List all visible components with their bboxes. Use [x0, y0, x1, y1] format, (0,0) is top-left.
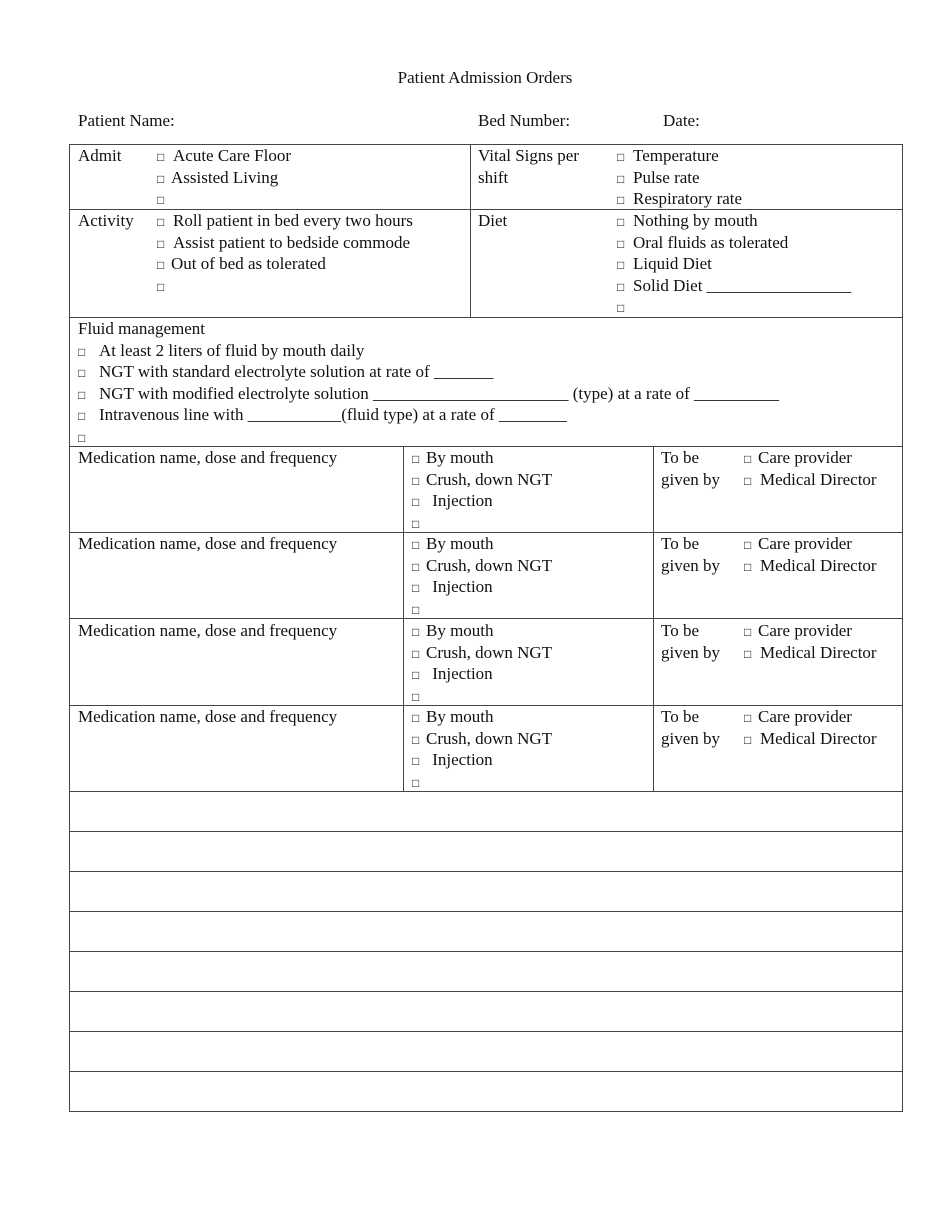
checkbox-icon[interactable]: □	[617, 171, 625, 186]
diet-options	[617, 210, 851, 318]
date-label: Date:	[663, 111, 700, 130]
checkbox-icon[interactable]: □	[617, 279, 625, 294]
route-option-other[interactable]	[412, 598, 552, 620]
fluid-option-ngt-standard[interactable]: □ NGT with standard electrolyte solution at rate of _______	[78, 361, 779, 383]
route-option-by-mouth[interactable]: □ By mouth	[412, 533, 552, 555]
medication-row	[69, 446, 903, 533]
admit-options	[157, 145, 291, 210]
vitals-option-pulse-rate[interactable]: □ Pulse rate	[617, 167, 742, 189]
provider-option-care-provider[interactable]: □ Care provider	[744, 706, 877, 728]
checkbox-icon[interactable]: □	[78, 387, 86, 402]
checkbox-icon[interactable]: □	[412, 559, 420, 574]
checkbox-icon[interactable]: □	[412, 646, 420, 661]
diet-option-oral-fluids[interactable]: □ Oral fluids as tolerated	[617, 232, 851, 254]
patient-name-label: Patient Name:	[78, 111, 175, 130]
route-option-crush-ngt[interactable]: □ Crush, down NGT	[412, 642, 552, 664]
route-option-by-mouth[interactable]: □ By mouth	[412, 706, 552, 728]
provider-option-medical-director[interactable]: □ Medical Director	[744, 555, 877, 577]
checkbox-icon[interactable]: □	[412, 452, 420, 466]
checkbox-icon[interactable]: □	[412, 775, 420, 790]
blank-line-row[interactable]	[69, 1071, 903, 1112]
route-option-by-mouth[interactable]: □ By mouth	[412, 447, 552, 469]
blank-line-row[interactable]	[69, 871, 903, 912]
medication-routes	[412, 533, 552, 619]
route-option-other[interactable]	[412, 685, 552, 707]
given-by-label: To be given by	[661, 448, 721, 489]
blank-line-row[interactable]	[69, 831, 903, 872]
blank-line-row[interactable]	[69, 791, 903, 832]
checkbox-icon[interactable]: □	[78, 344, 86, 359]
checkbox-icon[interactable]: □	[412, 732, 420, 747]
vitals-label: Vital Signs per shift	[478, 146, 579, 187]
checkbox-icon[interactable]: □	[412, 602, 420, 617]
checkbox-icon[interactable]: □	[744, 452, 752, 466]
diet-option-other[interactable]	[617, 296, 851, 318]
route-option-injection[interactable]: □ Injection	[412, 749, 552, 771]
route-option-injection[interactable]: □ Injection	[412, 663, 552, 685]
medication-routes	[412, 620, 552, 706]
provider-option-medical-director[interactable]: □ Medical Director	[744, 642, 877, 664]
activity-option-roll-patient[interactable]: □ Roll patient in bed every two hours	[157, 210, 413, 232]
checkbox-icon[interactable]: □	[412, 581, 420, 595]
given-by-options	[744, 620, 877, 663]
provider-option-care-provider[interactable]: □ Care provider	[744, 533, 877, 555]
bed-number-label: Bed Number:	[478, 111, 571, 130]
checkbox-icon[interactable]: □	[78, 430, 86, 445]
medication-row	[69, 705, 903, 792]
activity-option-bedside-commode[interactable]: □ Assist patient to bedside commode	[157, 232, 413, 254]
checkbox-icon[interactable]: □	[744, 625, 752, 639]
medication-row	[69, 619, 903, 706]
medication-routes	[412, 447, 552, 533]
route-option-other[interactable]	[412, 771, 552, 793]
route-option-injection[interactable]: □ Injection	[412, 490, 552, 512]
route-option-crush-ngt[interactable]: □ Crush, down NGT	[412, 469, 552, 491]
vitals-option-temperature[interactable]: □ Temperature	[617, 145, 742, 167]
activity-label: Activity	[78, 211, 134, 230]
checkbox-icon[interactable]: □	[412, 689, 420, 704]
route-option-crush-ngt[interactable]: □ Crush, down NGT	[412, 728, 552, 750]
fluid-option-other[interactable]	[78, 426, 779, 448]
fluid-option-oral[interactable]: □ At least 2 liters of fluid by mouth daily	[78, 340, 779, 362]
diet-option-nothing-by-mouth[interactable]: □ Nothing by mouth	[617, 210, 851, 232]
medication-row	[69, 532, 903, 619]
activity-options	[157, 210, 413, 296]
admit-label: Admit	[78, 146, 122, 165]
checkbox-icon[interactable]: □	[157, 193, 165, 207]
admit-option-other[interactable]	[157, 188, 291, 210]
provider-option-care-provider[interactable]: □ Care provider	[744, 620, 877, 642]
checkbox-icon[interactable]: □	[412, 516, 420, 531]
provider-option-medical-director[interactable]: □ Medical Director	[744, 469, 877, 491]
checkbox-icon[interactable]: □	[157, 258, 165, 272]
vitals-options	[617, 145, 742, 210]
checkbox-icon[interactable]: □	[617, 193, 625, 207]
checkbox-icon[interactable]: □	[157, 279, 165, 294]
checkbox-icon[interactable]: □	[78, 409, 86, 423]
checkbox-icon[interactable]: □	[617, 301, 625, 315]
checkbox-icon[interactable]: □	[412, 495, 420, 509]
checkbox-icon[interactable]: □	[744, 646, 752, 661]
medication-name-label: Medication name, dose and frequency	[78, 448, 338, 467]
checkbox-icon[interactable]: □	[617, 150, 625, 164]
checkbox-icon[interactable]: □	[157, 215, 165, 229]
medication-routes	[412, 706, 552, 792]
medication-name-label: Medication name, dose and frequency	[78, 621, 338, 640]
route-option-by-mouth[interactable]: □ By mouth	[412, 620, 552, 642]
checkbox-icon[interactable]: □	[78, 366, 86, 380]
route-option-other[interactable]	[412, 512, 552, 534]
checkbox-icon[interactable]: □	[617, 236, 625, 251]
medication-name-label: Medication name, dose and frequency	[78, 707, 338, 726]
given-by-options	[744, 447, 877, 490]
blank-line-row[interactable]	[69, 991, 903, 1032]
checkbox-icon[interactable]: □	[617, 258, 625, 272]
route-option-crush-ngt[interactable]: □ Crush, down NGT	[412, 555, 552, 577]
given-by-label: To be given by	[661, 621, 721, 662]
checkbox-icon[interactable]: □	[744, 711, 752, 725]
checkbox-icon[interactable]: □	[412, 625, 420, 639]
checkbox-icon[interactable]: □	[157, 171, 165, 186]
given-by-label: To be given by	[661, 534, 721, 575]
diet-option-liquid-diet[interactable]: □ Liquid Diet	[617, 253, 851, 275]
route-option-injection[interactable]: □ Injection	[412, 576, 552, 598]
diet-option-solid-diet[interactable]: □ Solid Diet _________________	[617, 275, 851, 297]
provider-option-medical-director[interactable]: □ Medical Director	[744, 728, 877, 750]
fluid-management-heading: Fluid management	[78, 319, 206, 338]
fluid-management	[78, 318, 779, 447]
blank-line-row[interactable]	[69, 951, 903, 992]
diet-label: Diet	[478, 211, 508, 230]
vitals-option-respiratory-rate[interactable]: □ Respiratory rate	[617, 188, 742, 210]
fluid-option-ngt-modified[interactable]: □ NGT with modified electrolyte solution _______________________ (type) at a rate of __________	[78, 383, 779, 405]
checkbox-icon[interactable]: □	[157, 150, 165, 164]
fluid-option-intravenous[interactable]: □ Intravenous line with ___________(fluid type) at a rate of ________	[78, 404, 779, 426]
checkbox-icon[interactable]: □	[617, 215, 625, 229]
checkbox-icon[interactable]: □	[412, 754, 420, 768]
checkbox-icon[interactable]: □	[412, 668, 420, 682]
given-by-options	[744, 533, 877, 576]
given-by-label: To be given by	[661, 707, 721, 748]
checkbox-icon[interactable]: □	[744, 538, 752, 552]
page-title: Patient Admission Orders	[397, 68, 573, 87]
checkbox-icon[interactable]: □	[157, 236, 165, 251]
given-by-options	[744, 706, 877, 749]
activity-option-other[interactable]	[157, 275, 413, 297]
checkbox-icon[interactable]: □	[744, 473, 752, 488]
provider-option-care-provider[interactable]: □ Care provider	[744, 447, 877, 469]
checkbox-icon[interactable]: □	[412, 711, 420, 725]
blank-line-row[interactable]	[69, 1031, 903, 1072]
checkbox-icon[interactable]: □	[412, 538, 420, 552]
checkbox-icon[interactable]: □	[412, 473, 420, 488]
checkbox-icon[interactable]: □	[744, 559, 752, 574]
blank-line-row[interactable]	[69, 911, 903, 952]
admit-option-acute-care[interactable]: □ Acute Care Floor	[157, 145, 291, 167]
medication-name-label: Medication name, dose and frequency	[78, 534, 338, 553]
admit-option-assisted-living[interactable]: □ Assisted Living	[157, 167, 291, 189]
activity-option-out-of-bed[interactable]: □ Out of bed as tolerated	[157, 253, 413, 275]
checkbox-icon[interactable]: □	[744, 732, 752, 747]
